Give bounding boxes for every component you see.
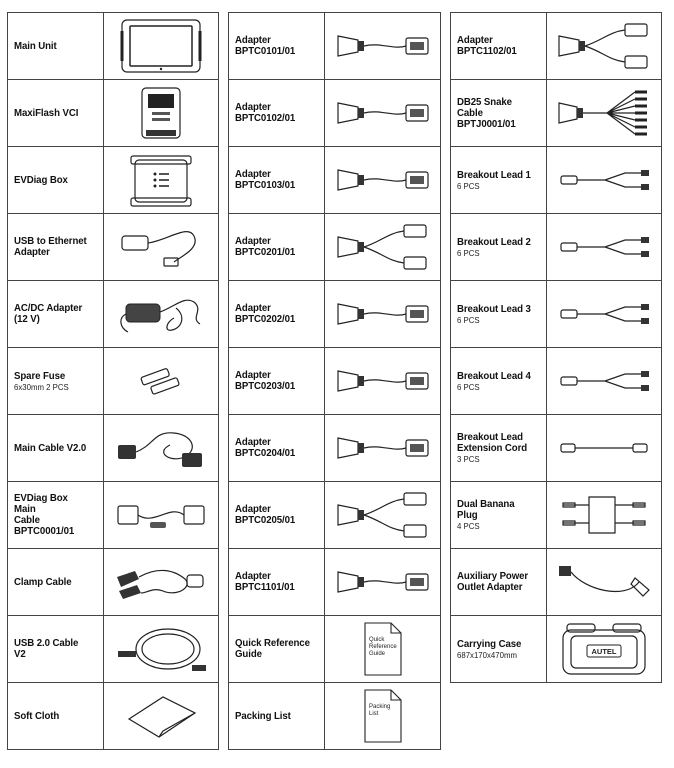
part-label-cell	[8, 348, 104, 414]
part-quantity: 6x30mm 2 PCS	[14, 381, 69, 392]
part-label-cell	[229, 147, 325, 213]
part-row	[229, 80, 441, 147]
part-row	[8, 549, 219, 616]
part-row	[451, 80, 662, 147]
part-label-cell	[8, 147, 104, 213]
part-quantity: 3 PCS	[457, 454, 480, 464]
part-name: Quick Reference Guide	[235, 637, 310, 660]
adapter-cable-icon	[325, 415, 441, 481]
part-row	[451, 348, 662, 415]
breakout-lead-icon	[547, 348, 662, 414]
part-label-cell	[451, 147, 547, 213]
tablet-icon	[104, 13, 219, 79]
part-name: EVDiag Box	[14, 173, 68, 186]
part-label-cell	[451, 281, 547, 347]
part-label-cell	[229, 281, 325, 347]
split-adapter-icon	[547, 13, 662, 79]
part-name: USB 2.0 Cable V2	[14, 637, 79, 660]
part-label-cell	[8, 13, 104, 79]
part-label-cell	[229, 549, 325, 615]
part-name: Breakout Lead 3	[457, 302, 531, 315]
part-name: USB to Ethernet Adapter	[14, 235, 87, 258]
part-row	[8, 281, 219, 348]
parts-column-2	[228, 12, 441, 750]
part-name: Packing List	[235, 709, 291, 722]
part-name: Auxiliary Power Outlet Adapter	[457, 570, 529, 593]
part-name: Soft Cloth	[14, 709, 60, 722]
part-row	[8, 147, 219, 214]
part-label-cell	[8, 549, 104, 615]
part-name: MaxiFlash VCI	[14, 106, 79, 119]
part-label-cell	[451, 214, 547, 280]
part-row	[229, 415, 441, 482]
part-label-cell	[229, 80, 325, 146]
part-row	[451, 415, 662, 482]
part-name: Adapter BPTC0203/01	[235, 369, 296, 392]
part-quantity: 4 PCS	[457, 521, 480, 531]
part-quantity: 6 PCS	[457, 247, 480, 258]
part-label-cell	[8, 214, 104, 280]
part-label-cell	[229, 482, 325, 548]
carrying-case-icon	[547, 616, 662, 682]
part-name: Breakout Lead 4	[457, 369, 531, 382]
adapter-cable-icon	[325, 281, 441, 347]
part-name: Breakout Lead 2	[457, 235, 531, 248]
part-row	[451, 281, 662, 348]
part-row	[451, 616, 662, 683]
part-name: Carrying Case	[457, 637, 522, 650]
split-adapter-icon	[325, 482, 441, 548]
adapter-cable-icon	[325, 80, 441, 146]
part-row	[451, 214, 662, 281]
vci-device-icon	[104, 80, 219, 146]
part-name: Adapter BPTC1101/01	[235, 570, 295, 593]
part-label-cell	[8, 482, 104, 548]
adapter-cable-icon	[325, 13, 441, 79]
part-row	[8, 616, 219, 683]
part-name: Adapter BPTC0102/01	[235, 101, 296, 124]
breakout-lead-icon	[547, 214, 662, 280]
usb-ethernet-adapter-icon	[104, 214, 219, 280]
clamp-cable-icon	[104, 549, 219, 615]
part-name: Clamp Cable	[14, 575, 72, 588]
part-name: Main Unit	[14, 39, 57, 52]
part-row	[8, 683, 219, 750]
adapter-cable-icon	[325, 549, 441, 615]
part-name: Adapter BPTC0101/01	[235, 34, 296, 57]
part-name: Adapter BPTC0201/01	[235, 235, 296, 258]
main-cable-icon	[104, 415, 219, 481]
split-adapter-icon	[325, 214, 441, 280]
parts-column-1	[7, 12, 219, 750]
part-quantity: 6 PCS	[457, 314, 480, 325]
part-label-cell	[451, 549, 547, 615]
part-row	[451, 482, 662, 549]
part-label-cell	[229, 415, 325, 481]
soft-cloth-icon	[104, 683, 219, 749]
parts-column-3	[450, 12, 662, 683]
part-row	[8, 415, 219, 482]
part-label-cell	[451, 415, 547, 481]
part-name: Dual Banana Plug	[457, 498, 515, 521]
extension-cord-icon	[547, 415, 662, 481]
part-row	[229, 281, 441, 348]
part-label-cell	[451, 616, 547, 682]
part-row	[229, 214, 441, 281]
part-row	[8, 13, 219, 80]
part-label-cell	[8, 415, 104, 481]
part-row	[229, 616, 441, 683]
adapter-cable-icon	[325, 348, 441, 414]
part-row	[229, 147, 441, 214]
part-label-cell	[8, 616, 104, 682]
part-label-cell	[229, 13, 325, 79]
power-adapter-icon	[104, 281, 219, 347]
part-quantity: 687x170x470mm	[457, 649, 518, 660]
brand-logo: AUTEL	[591, 647, 617, 656]
part-name: DB25 Snake Cable BPTJ0001/01	[457, 95, 516, 130]
document-label: Packing List	[368, 704, 390, 717]
part-name: Adapter BPTC0205/01	[235, 503, 296, 526]
part-row	[229, 348, 441, 415]
part-name: Breakout Lead Extension Cord	[457, 431, 528, 454]
banana-plug-icon	[547, 482, 662, 548]
part-name: Breakout Lead 1	[457, 168, 531, 181]
fuse-icon	[104, 348, 219, 414]
part-row	[8, 214, 219, 281]
part-row	[229, 482, 441, 549]
part-row	[229, 549, 441, 616]
breakout-lead-icon	[547, 147, 662, 213]
part-label-cell	[451, 80, 547, 146]
part-row	[8, 482, 219, 549]
part-name: Adapter BPTC1102/01	[457, 34, 517, 57]
part-quantity: 6 PCS	[457, 180, 480, 191]
part-label-cell	[229, 683, 325, 749]
part-quantity: 6 PCS	[457, 381, 480, 392]
evdiag-main-cable-icon	[104, 482, 219, 548]
part-label-cell	[8, 683, 104, 749]
part-label-cell	[451, 348, 547, 414]
part-name: Adapter BPTC0103/01	[235, 168, 296, 191]
part-label-cell	[8, 281, 104, 347]
part-row	[8, 348, 219, 415]
part-name: EVDiag Box Main Cable BPTC0001/01	[14, 492, 75, 537]
part-name: AC/DC Adapter (12 V)	[14, 302, 83, 325]
breakout-lead-icon	[547, 281, 662, 347]
part-label-cell	[229, 616, 325, 682]
part-label-cell	[451, 13, 547, 79]
usb-cable-icon	[104, 616, 219, 682]
part-row	[451, 549, 662, 616]
part-name: Adapter BPTC0204/01	[235, 436, 296, 459]
adapter-cable-icon	[325, 147, 441, 213]
part-row	[8, 80, 219, 147]
document-icon	[325, 616, 441, 682]
part-label-cell	[229, 214, 325, 280]
part-name: Main Cable V2.0	[14, 441, 87, 454]
aux-power-adapter-icon	[547, 549, 662, 615]
evdiag-box-icon	[104, 147, 219, 213]
part-name: Adapter BPTC0202/01	[235, 302, 296, 325]
part-label-cell	[8, 80, 104, 146]
document-icon	[325, 683, 441, 749]
part-label-cell	[229, 348, 325, 414]
part-row	[229, 683, 441, 750]
part-label-cell	[451, 482, 547, 548]
part-row	[451, 147, 662, 214]
part-row	[451, 13, 662, 80]
snake-cable-icon	[547, 80, 662, 146]
document-label: Quick Reference Guide	[368, 637, 397, 657]
part-row	[229, 13, 441, 80]
part-name: Spare Fuse	[14, 369, 66, 382]
